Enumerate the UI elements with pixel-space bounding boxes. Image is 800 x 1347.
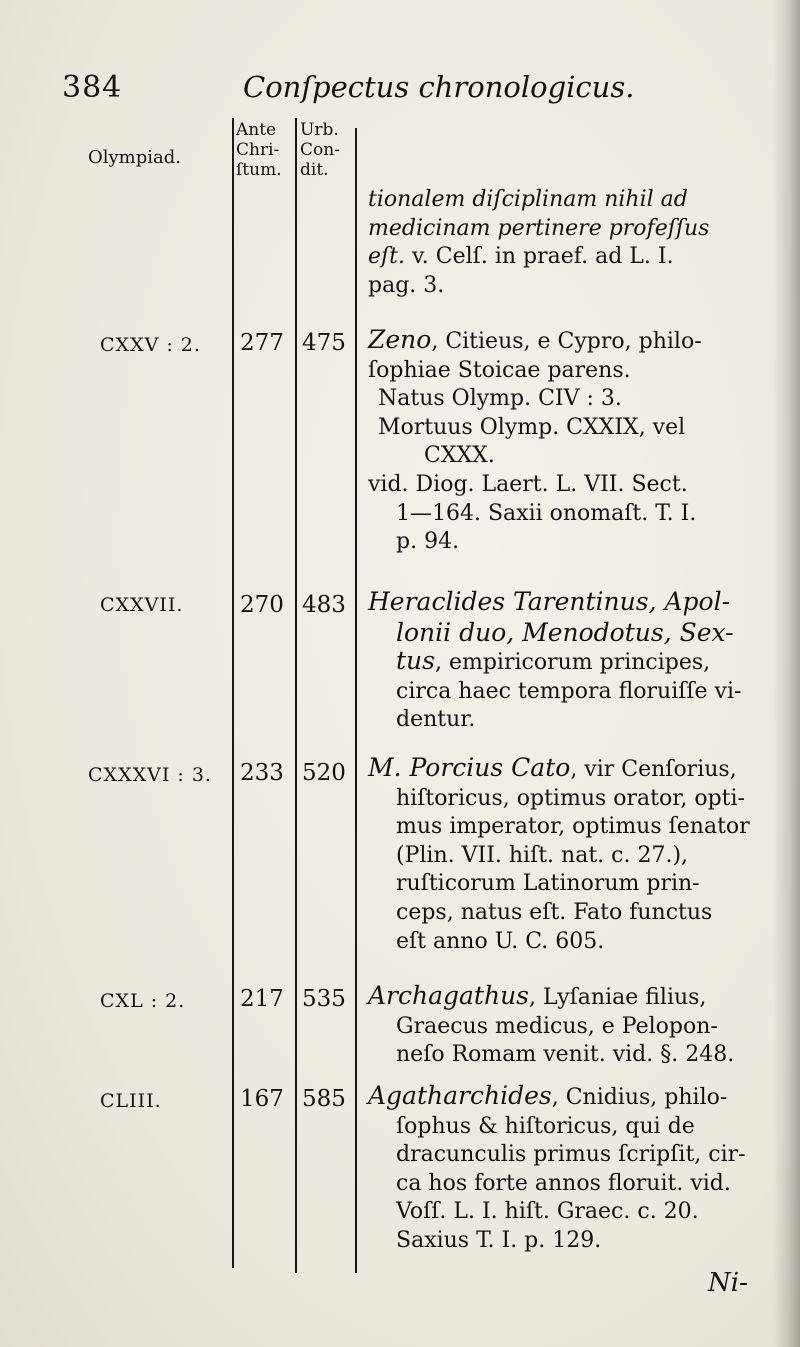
text-line: medicinam pertinere profeſſus xyxy=(368,215,710,241)
text-line: (Plin. VII. hiſt. nat. c. 27.), xyxy=(396,842,689,868)
text-line: ruſticorum Latinorum prin- xyxy=(396,871,700,897)
text-fragment: , Lyſaniae filius, xyxy=(529,985,707,1010)
entry-text xyxy=(368,982,768,1070)
text-line xyxy=(368,588,768,619)
text-line xyxy=(368,754,768,785)
column-header-line: ſtum. xyxy=(236,160,282,180)
urbe-condita-cell: 585 xyxy=(302,1086,346,1112)
urbe-condita-cell: 535 xyxy=(302,986,346,1012)
column-header-line: Con- xyxy=(300,140,340,160)
text-line: circa haec tempora floruiſſe vi- xyxy=(396,678,742,704)
page-number: 384 xyxy=(62,70,123,105)
text-line: Saxius T. I. p. 129. xyxy=(396,1227,602,1253)
continuation-text xyxy=(368,186,768,300)
entry-name: Archagathus xyxy=(368,981,529,1010)
entry-text xyxy=(368,754,768,956)
text-line: dentur. xyxy=(396,707,476,733)
column-rule xyxy=(232,118,234,1268)
entry-text xyxy=(368,326,768,557)
text-line xyxy=(368,982,768,1013)
ante-christum-cell: 217 xyxy=(240,986,284,1012)
olympiad-cell: CXXXVI : 3. xyxy=(88,764,212,786)
text-line xyxy=(368,1082,768,1113)
text-line: ſophus & hiſtoricus, qui de xyxy=(396,1113,695,1139)
text-line: hiſtoricus, optimus orator, opti- xyxy=(396,785,745,811)
text-line: tionalem diſciplinam nihil ad xyxy=(368,187,688,212)
text-line: Mortuus Olymp. CXXIX, vel xyxy=(378,414,686,440)
running-head: Conſpectus chronologicus. xyxy=(243,70,635,104)
ante-christum-cell: 167 xyxy=(240,1086,284,1112)
text-fragment: tus xyxy=(396,646,435,676)
text-line: ca hos forte annos floruit. vid. xyxy=(396,1170,731,1196)
text-line: mus imperator, optimus ſenator xyxy=(396,814,750,840)
olympiad-cell: CLIII. xyxy=(100,1090,162,1112)
column-header-ante-christum xyxy=(236,120,296,180)
text-line: ſophiae Stoicae parens. xyxy=(368,357,631,383)
column-rule xyxy=(295,118,297,1273)
entry-name: Agatharchides xyxy=(368,1081,552,1110)
entry-text xyxy=(368,1082,768,1256)
text-line: dracunculis primus ſcripſit, cir- xyxy=(396,1142,746,1168)
text-fragment: , empiricorum principes, xyxy=(434,650,711,676)
ante-christum-cell: 270 xyxy=(240,592,284,618)
text-line: p. 94. xyxy=(396,529,460,555)
text-line: lonii duo, Menodotus, Sex- xyxy=(396,617,734,647)
column-header-line: Ante xyxy=(236,120,277,140)
olympiad-cell: CXL : 2. xyxy=(100,990,186,1012)
text-fragment: , Citieus, e Cypro, philo- xyxy=(431,329,702,354)
text-fragment: , Apol- xyxy=(648,587,731,616)
olympiad-cell: CXXV : 2. xyxy=(100,334,201,356)
column-rule xyxy=(355,128,357,1273)
text-line: neſo Romam venit. vid. §. 248. xyxy=(396,1042,735,1068)
text-line: Natus Olymp. CIV : 3. xyxy=(378,386,622,412)
text-fragment: , Cnidius, philo- xyxy=(551,1085,728,1110)
text-line: pag. 3. xyxy=(368,272,445,298)
text-line: ceps, natus eſt. Fato functus xyxy=(396,899,713,925)
entry-text xyxy=(368,588,768,735)
page-edge-shadow xyxy=(772,0,800,1347)
text-line: eſt anno U. C. 605. xyxy=(396,928,605,954)
text-line: vid. Diog. Laert. L. VII. Sect. xyxy=(368,471,688,497)
urbe-condita-cell: 475 xyxy=(302,330,346,356)
ante-christum-cell: 277 xyxy=(240,330,284,356)
column-header-line: Urb. xyxy=(300,120,339,140)
column-header-olympiad: Olympiad. xyxy=(88,147,182,168)
text-line: 1—164. Saxii onomaſt. T. I. xyxy=(396,500,697,526)
text-line xyxy=(368,647,768,678)
text-line: Voſſ. L. I. hiſt. Graec. c. 20. xyxy=(396,1199,699,1225)
column-header-urbe-condita xyxy=(300,120,352,180)
urbe-condita-cell: 520 xyxy=(302,760,346,786)
text-line: Graecus medicus, e Pelopon- xyxy=(396,1013,718,1039)
text-line xyxy=(368,326,768,357)
text-line: CXXX. xyxy=(424,443,495,469)
text-fragment: , vir Cenſorius, xyxy=(570,757,737,782)
entry-name: Heraclides Tarentinus xyxy=(368,587,649,616)
olympiad-cell: CXXVII. xyxy=(100,594,184,616)
column-header-line: dit. xyxy=(300,160,329,180)
entry-name: Zeno xyxy=(368,325,432,354)
catchword: Ni- xyxy=(708,1268,748,1298)
entry-name: M. Porcius Cato xyxy=(368,753,571,782)
urbe-condita-cell: 483 xyxy=(302,592,346,618)
ante-christum-cell: 233 xyxy=(240,760,284,786)
column-header-line: Chri- xyxy=(236,140,280,160)
text-line: eſt. v. Celſ. in praef. ad L. I. xyxy=(368,244,674,270)
